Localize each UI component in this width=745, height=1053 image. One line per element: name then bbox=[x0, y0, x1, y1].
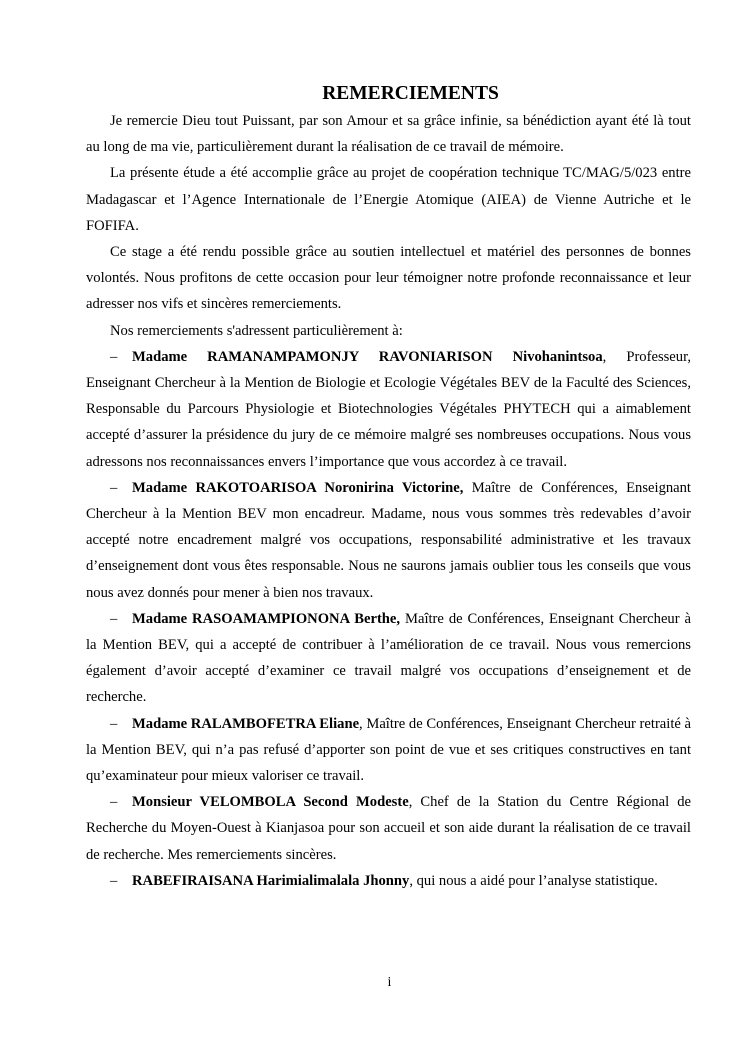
page-title: REMERCIEMENTS bbox=[322, 83, 499, 104]
acknowledgement-name: RABEFIRAISANA Harimialimalala Jhonny bbox=[132, 872, 410, 889]
acknowledgement-item-5 bbox=[86, 789, 691, 868]
acknowledgement-item-4 bbox=[86, 711, 691, 790]
dash-bullet: – bbox=[110, 715, 118, 732]
acknowledgement-text: , qui nous a aidé pour l’analyse statistique. bbox=[409, 872, 658, 889]
paragraph-thanks-lead: Nos remerciements s'adressent particulièrement à: bbox=[110, 322, 403, 339]
acknowledgement-item-6 bbox=[86, 868, 691, 894]
acknowledgement-name: Monsieur VELOMBOLA Second Modeste bbox=[132, 794, 409, 811]
acknowledgement-text: , Professeur, Enseignant Chercheur à la Mention de Biologie et Ecologie Végétales BEV de la Faculté des Sciences, Responsable du Parcours Physiologie et Biotechnologies Végétales PHYTECH qui a aimablement accepté d’assurer la présidence du jury de ce mémoire malgré ses nombreuses occupations. Nous vous adressons nos reconnaissances envers l’importance que vous accordez à ce travail. bbox=[86, 348, 692, 470]
paragraph-support: Ce stage a été rendu possible grâce au soutien intellectuel et matériel des personnes de bonnes volontés. Nous profitons de cette occasion pour leur témoigner notre profonde reconnaissance et leur adresser nos vifs et sincères remerciements. bbox=[86, 244, 691, 313]
dash-bullet: – bbox=[110, 610, 118, 627]
acknowledgement-item-3 bbox=[86, 606, 691, 711]
acknowledgement-text: , Maître de Conférences, Enseignant Chercheur retraité à la Mention BEV, qui n’a pas refusé d’apporter son point de vue et ses critiques constructives en tant qu’examinateur pour mieux valoriser ce travail. bbox=[86, 715, 692, 785]
acknowledgement-name: Madame RALAMBOFETRA Eliane bbox=[132, 715, 360, 732]
acknowledgement-name: Madame RAKOTOARISOA Noronirina Victorine, bbox=[132, 479, 464, 496]
acknowledgement-text: Maître de Conférences, Enseignant Chercheur à la Mention BEV, qui a accepté de contribuer à l’amélioration de ce travail. Nous vous remercions également d’avoir accepté d’examiner ce travail malgré vos occupations d’enseignement et de recherche. bbox=[86, 610, 691, 706]
acknowledgement-text: Maître de Conférences, Enseignant Chercheur à la Mention BEV mon encadreur. Madame, nous vous sommes très redevables d’avoir accepté notre encadrement malgré vos occupations, responsabilité administrative et les travaux d’enseignement dont vous êtes responsable. Nous ne saurons jamais oublier tous les conseils que vous nous avez donnés pour mener à bien nos travaux. bbox=[86, 479, 691, 601]
acknowledgement-name: Madame RAMANAMPAMONJY RAVONIARISON Nivohanintsoa bbox=[132, 348, 603, 365]
acknowledgement-text: , Chef de la Station du Centre Régional de Recherche du Moyen-Ouest à Kianjasoa pour son accueil et son aide durant la réalisation de ce travail de recherche. Mes remerciements sincères. bbox=[86, 794, 691, 863]
acknowledgement-item-1 bbox=[86, 344, 691, 475]
document-page bbox=[86, 82, 691, 894]
dash-bullet: – bbox=[110, 872, 118, 889]
dash-bullet: – bbox=[110, 479, 118, 496]
acknowledgement-item-2 bbox=[86, 475, 691, 606]
paragraph-project: La présente étude a été accomplie grâce au projet de coopération technique TC/MAG/5/023 entre Madagascar et l’Agence Internationale de l’Energie Atomique (AIEA) de Vienne Autriche et le FOFIFA. bbox=[86, 165, 691, 234]
dash-bullet: – bbox=[110, 348, 118, 365]
acknowledgement-name: Madame RASOAMAMPIONONA Berthe, bbox=[132, 610, 401, 627]
paragraph-intro: Je remercie Dieu tout Puissant, par son Amour et sa grâce infinie, sa bénédiction ayant été là tout au long de ma vie, particulièrement durant la réalisation de ce travail de mémoire. bbox=[86, 113, 691, 156]
dash-bullet: – bbox=[110, 794, 118, 811]
page-number: i bbox=[387, 975, 392, 990]
